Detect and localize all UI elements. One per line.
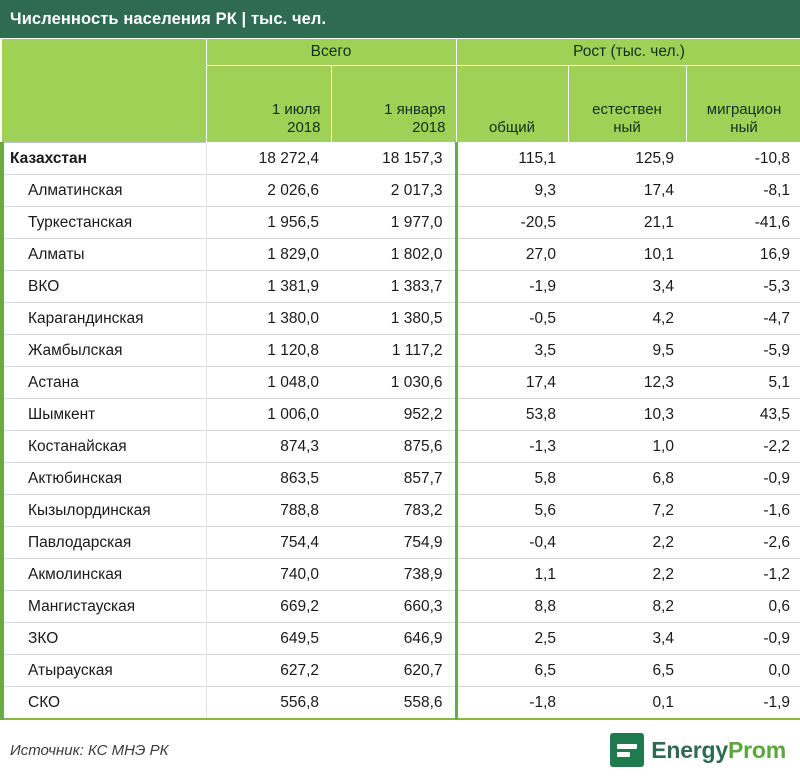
- row-value-july: 788,8: [206, 495, 331, 527]
- energyprom-wordmark: [651, 737, 786, 764]
- row-growth-total: -0,4: [456, 527, 568, 559]
- table-header: [2, 39, 800, 143]
- source-note: Источник: КС МНЭ РК: [10, 741, 169, 759]
- row-value-january: 1 030,6: [331, 367, 456, 399]
- row-region-label: Астана: [2, 367, 206, 399]
- row-region-label: ЗКО: [2, 623, 206, 655]
- table-row: [2, 367, 800, 399]
- row-growth-natural: 4,2: [568, 303, 686, 335]
- row-value-january: 646,9: [331, 623, 456, 655]
- row-growth-migration: 0,6: [686, 591, 800, 623]
- logo-text-prom: Prom: [728, 736, 786, 763]
- table-row: [2, 591, 800, 623]
- header-col-july: [206, 66, 331, 143]
- row-growth-natural: 6,5: [568, 655, 686, 687]
- header-col-july-line1: 1 июля: [271, 100, 321, 118]
- row-growth-natural: 9,5: [568, 335, 686, 367]
- header-col-migration-growth-line2: ный: [730, 118, 758, 136]
- row-growth-natural: 7,2: [568, 495, 686, 527]
- row-growth-migration: -1,6: [686, 495, 800, 527]
- row-growth-total: 115,1: [456, 143, 568, 175]
- row-value-january: 2 017,3: [331, 175, 456, 207]
- row-growth-migration: -5,9: [686, 335, 800, 367]
- row-growth-total: -1,8: [456, 687, 568, 720]
- header-col-migration-growth: [686, 66, 800, 143]
- row-growth-migration: 43,5: [686, 399, 800, 431]
- row-value-january: 660,3: [331, 591, 456, 623]
- row-growth-migration: 0,0: [686, 655, 800, 687]
- row-growth-migration: -4,7: [686, 303, 800, 335]
- row-value-july: 1 381,9: [206, 271, 331, 303]
- row-growth-total: 6,5: [456, 655, 568, 687]
- header-col-migration-growth-line1: миграцион: [706, 100, 782, 118]
- row-value-july: 2 026,6: [206, 175, 331, 207]
- row-growth-total: 5,8: [456, 463, 568, 495]
- table-row: [2, 207, 800, 239]
- table-row: [2, 303, 800, 335]
- table-row: [2, 431, 800, 463]
- row-value-january: 857,7: [331, 463, 456, 495]
- table-row: [2, 527, 800, 559]
- row-value-january: 1 802,0: [331, 239, 456, 271]
- table-row: [2, 399, 800, 431]
- row-value-january: 620,7: [331, 655, 456, 687]
- row-region-label: Алматы: [2, 239, 206, 271]
- row-growth-migration: -5,3: [686, 271, 800, 303]
- table-column-header-row: [2, 66, 800, 143]
- header-col-january: [331, 66, 456, 143]
- row-value-january: 738,9: [331, 559, 456, 591]
- header-group-total: Всего: [206, 39, 456, 66]
- table-row: [2, 143, 800, 175]
- row-growth-migration: 16,9: [686, 239, 800, 271]
- row-growth-natural: 10,1: [568, 239, 686, 271]
- row-region-label: Кызылординская: [2, 495, 206, 527]
- header-col-january-line1: 1 января: [384, 100, 446, 118]
- row-growth-total: 5,6: [456, 495, 568, 527]
- row-region-label: Мангистауская: [2, 591, 206, 623]
- row-growth-total: 1,1: [456, 559, 568, 591]
- row-growth-migration: -10,8: [686, 143, 800, 175]
- header-col-total-growth-line1: общий: [488, 118, 536, 136]
- row-growth-natural: 21,1: [568, 207, 686, 239]
- row-value-january: 952,2: [331, 399, 456, 431]
- row-region-label: Акмолинская: [2, 559, 206, 591]
- row-value-january: 1 383,7: [331, 271, 456, 303]
- row-growth-migration: -0,9: [686, 463, 800, 495]
- row-value-july: 1 006,0: [206, 399, 331, 431]
- row-value-july: 874,3: [206, 431, 331, 463]
- row-region-label: Алматинская: [2, 175, 206, 207]
- row-value-july: 669,2: [206, 591, 331, 623]
- row-growth-migration: -1,9: [686, 687, 800, 720]
- row-region-label: Казахстан: [2, 143, 206, 175]
- table-row: [2, 239, 800, 271]
- row-region-label: Актюбинская: [2, 463, 206, 495]
- table-row: [2, 463, 800, 495]
- row-value-july: 740,0: [206, 559, 331, 591]
- row-growth-migration: -0,9: [686, 623, 800, 655]
- row-growth-natural: 10,3: [568, 399, 686, 431]
- row-region-label: Шымкент: [2, 399, 206, 431]
- row-value-july: 754,4: [206, 527, 331, 559]
- row-value-july: 1 048,0: [206, 367, 331, 399]
- row-growth-total: 27,0: [456, 239, 568, 271]
- row-growth-total: 53,8: [456, 399, 568, 431]
- row-value-january: 1 380,5: [331, 303, 456, 335]
- row-region-label: Павлодарская: [2, 527, 206, 559]
- row-growth-natural: 2,2: [568, 527, 686, 559]
- row-value-july: 556,8: [206, 687, 331, 720]
- row-value-july: 1 120,8: [206, 335, 331, 367]
- page-title: [0, 0, 800, 38]
- row-value-july: 1 956,5: [206, 207, 331, 239]
- energyprom-logo: [610, 733, 786, 767]
- row-value-january: 18 157,3: [331, 143, 456, 175]
- table-row: [2, 687, 800, 720]
- row-region-label: Атырауская: [2, 655, 206, 687]
- row-value-july: 863,5: [206, 463, 331, 495]
- row-value-july: 18 272,4: [206, 143, 331, 175]
- row-value-january: 783,2: [331, 495, 456, 527]
- population-table: [0, 38, 800, 720]
- table-group-header-row: [2, 39, 800, 66]
- row-value-july: 649,5: [206, 623, 331, 655]
- row-region-label: Жамбылская: [2, 335, 206, 367]
- row-growth-natural: 3,4: [568, 623, 686, 655]
- row-growth-migration: -41,6: [686, 207, 800, 239]
- row-growth-migration: -2,6: [686, 527, 800, 559]
- row-growth-natural: 6,8: [568, 463, 686, 495]
- logo-text-energy: Energy: [651, 736, 728, 763]
- table-row: [2, 623, 800, 655]
- row-growth-migration: -2,2: [686, 431, 800, 463]
- header-col-natural-growth-line1: естествен: [592, 100, 662, 118]
- header-group-growth: Рост (тыс. чел.): [456, 39, 800, 66]
- row-growth-total: -20,5: [456, 207, 568, 239]
- row-growth-natural: 125,9: [568, 143, 686, 175]
- row-value-january: 1 977,0: [331, 207, 456, 239]
- table-row: [2, 175, 800, 207]
- header-col-natural-growth: [568, 66, 686, 143]
- row-growth-total: -1,3: [456, 431, 568, 463]
- row-growth-natural: 1,0: [568, 431, 686, 463]
- row-value-january: 558,6: [331, 687, 456, 720]
- row-value-january: 875,6: [331, 431, 456, 463]
- row-growth-migration: 5,1: [686, 367, 800, 399]
- row-value-january: 1 117,2: [331, 335, 456, 367]
- row-growth-total: 3,5: [456, 335, 568, 367]
- row-growth-natural: 17,4: [568, 175, 686, 207]
- row-growth-total: -1,9: [456, 271, 568, 303]
- header-region-blank: [2, 66, 206, 143]
- row-region-label: ВКО: [2, 271, 206, 303]
- row-value-july: 1 380,0: [206, 303, 331, 335]
- row-value-january: 754,9: [331, 527, 456, 559]
- row-growth-total: 2,5: [456, 623, 568, 655]
- table-row: [2, 335, 800, 367]
- row-growth-natural: 0,1: [568, 687, 686, 720]
- header-col-january-line2: 2018: [412, 118, 446, 136]
- row-growth-migration: -8,1: [686, 175, 800, 207]
- row-growth-total: 17,4: [456, 367, 568, 399]
- header-corner-blank: [2, 39, 206, 66]
- row-growth-natural: 3,4: [568, 271, 686, 303]
- energyprom-mark-icon: [610, 733, 644, 767]
- table-row: [2, 655, 800, 687]
- page-title-text: Численность населения РК | тыс. чел.: [10, 9, 327, 28]
- table-body: [2, 143, 800, 720]
- row-growth-natural: 2,2: [568, 559, 686, 591]
- row-growth-natural: 12,3: [568, 367, 686, 399]
- row-region-label: Карагандинская: [2, 303, 206, 335]
- row-value-july: 1 829,0: [206, 239, 331, 271]
- row-growth-total: -0,5: [456, 303, 568, 335]
- row-region-label: Костанайская: [2, 431, 206, 463]
- header-col-natural-growth-line2: ный: [613, 118, 641, 136]
- header-col-total-growth: [456, 66, 568, 143]
- header-col-july-line2: 2018: [287, 118, 321, 136]
- table-row: [2, 559, 800, 591]
- row-region-label: СКО: [2, 687, 206, 720]
- row-growth-natural: 8,2: [568, 591, 686, 623]
- table-row: [2, 495, 800, 527]
- row-growth-migration: -1,2: [686, 559, 800, 591]
- table-row: [2, 271, 800, 303]
- row-region-label: Туркестанская: [2, 207, 206, 239]
- row-growth-total: 9,3: [456, 175, 568, 207]
- footer: [0, 720, 800, 780]
- row-value-july: 627,2: [206, 655, 331, 687]
- row-growth-total: 8,8: [456, 591, 568, 623]
